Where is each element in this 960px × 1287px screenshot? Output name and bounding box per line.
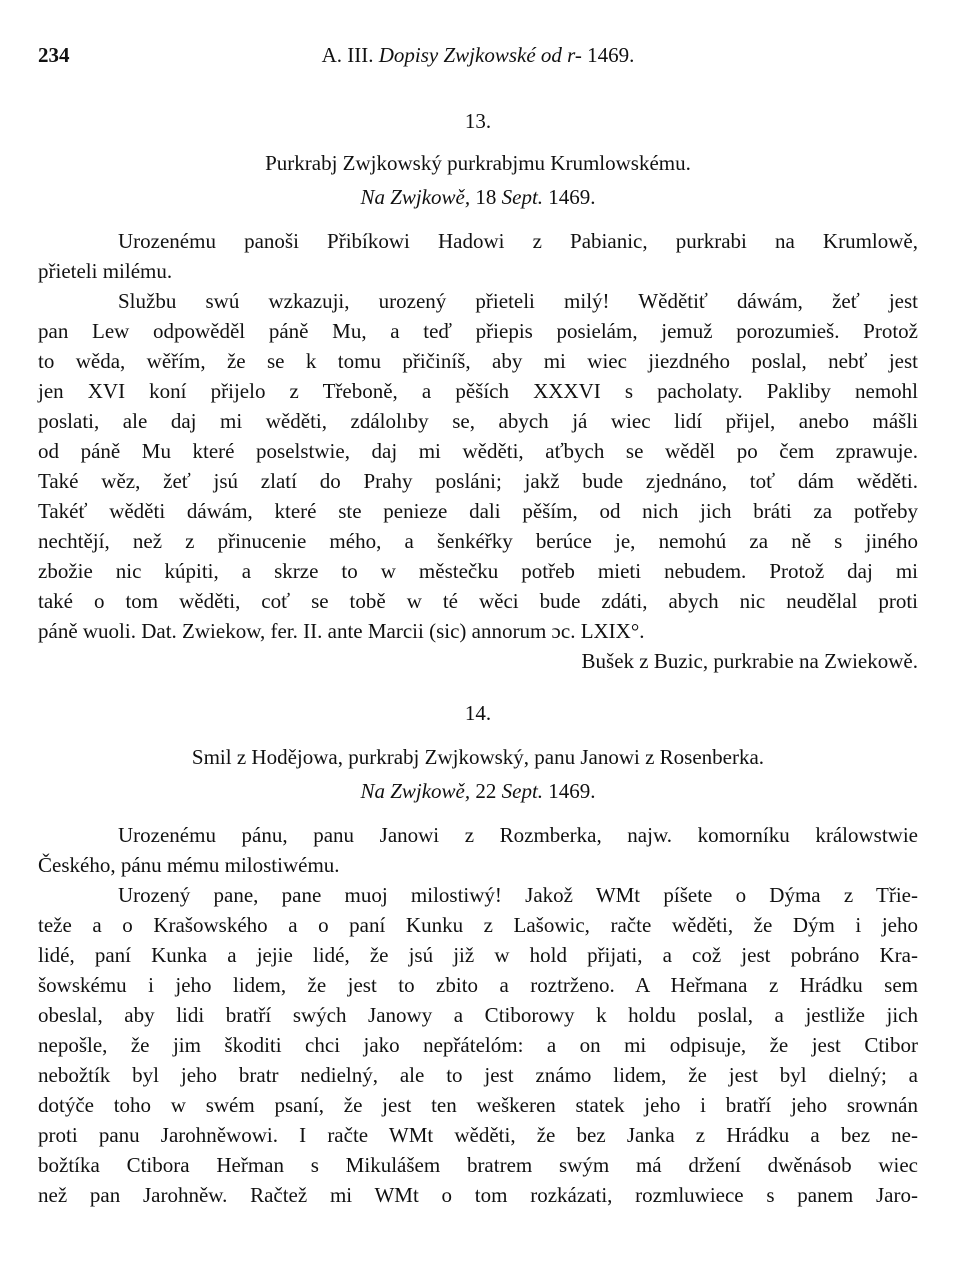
running-title-year: 1469.	[587, 43, 635, 67]
running-title	[38, 40, 918, 70]
letter-14-address	[38, 820, 918, 880]
body-line: zbožie nic kúpiti, a skrze to w městečku potřeb mieti nebudem. Protož daj mi	[38, 559, 918, 583]
dateline-day: 22	[475, 779, 497, 803]
body-line: obeslal, aby lidi bratří swých Janowy a Ctiborowy k holdu poslal, a jestliže jich	[38, 1003, 918, 1027]
body-line: od páně Mu které poselstwie, daj mi wěděti, aťbych se wěděl po čem zprawuje.	[38, 439, 918, 463]
dateline-month: Sept.	[501, 779, 544, 803]
body-line: také o tom wěděti, coť se tobě w té wěci bude zdáti, abych nic neudělal proti	[38, 589, 918, 613]
dateline-place: Na Zwjkowě,	[360, 185, 471, 209]
body-line: to wěda, wěřím, že se k tomu přičiníš, aby mi wiec jiezdného poslal, nebť jest	[38, 349, 918, 373]
address-line: Českého, pánu mému milostiwému.	[38, 853, 340, 877]
body-line: dotýče toho w swém psaní, že jest ten weškeren statek jeho i bratří jeho srownán	[38, 1093, 918, 1117]
body-line: jen XVI koní přijelo z Třeboně, a pěších XXXVI s pacholaty. Pakliby nemohl	[38, 379, 918, 403]
running-title-prefix: A. III.	[321, 43, 374, 67]
body-line: Urozený pane, pane muoj milostiwý! Jakož WMt píšete o Dýma z Třie-	[118, 883, 918, 907]
body-line: nebožtík byl jeho bratr nedielný, ale to jest známo lidem, že jest byl dielný; a	[38, 1063, 918, 1087]
address-line: Urozenému pánu, panu Janowi z Rozmberka, najw. komorníku králowstwie	[118, 823, 918, 847]
dateline-month: Sept.	[501, 185, 544, 209]
address-line: Urozenému panoši Přibíkowi Hadowi z Pabianic, purkrabi na Krumlowě,	[118, 229, 918, 253]
dateline-day: 18	[475, 185, 497, 209]
body-line: nepošle, že jim škoditi chci jako nepřátelóm: a on mi odpisuje, že jest Ctibor	[38, 1033, 918, 1057]
letter-14-dateline	[38, 776, 918, 806]
body-line: Také wěz, žeť jsú zlatí do Prahy posláni; jakž bude zjednáno, toť dám wěděti.	[38, 469, 918, 493]
body-line: proti panu Jarohněwowi. I račte WMt wěděti, že bez Janka z Hrádku a bez ne-	[38, 1123, 918, 1147]
body-line: poslati, ale daj mi wěděti, zdálolıby se, abych já wiec lidí přijel, anebo mášli	[38, 409, 918, 433]
letter-14-title: Smil z Hodějowa, purkrabj Zwjkowský, panu Janowi z Rosenberka.	[191, 745, 765, 769]
body-line: nechtějí, než z přinucenie mého, a šenkéřky berúce je, nemohú za ně s jiného	[38, 529, 918, 553]
letter-13-signature: Bušek z Buzic, purkrabie na Zwiekowě.	[581, 649, 918, 673]
body-line: teže a o Krašowského a o paní Kunku z Lašowic, račte wěděti, že Dým i jeho	[38, 913, 918, 937]
letter-14-body	[38, 880, 918, 1210]
page-number: 234	[38, 43, 70, 67]
body-line: Takéť wěděti dáwám, které ste penieze dali pěším, od nich jich bráti za potřeby	[38, 499, 918, 523]
body-line: než pan Jarohněw. Račtež mi WMt o tom rozkázati, rozmluwiece s panem Jaro-	[38, 1183, 918, 1207]
letter-13-number: 13.	[464, 109, 492, 133]
address-line: přieteli milému.	[38, 259, 173, 283]
body-line: lidé, paní Kunka a jejie lidé, že jsú již w hold přijati, a což jest pobráno Kra-	[38, 943, 918, 967]
body-line: božtíka Ctibora Heřman s Mikulášem bratrem swým má držení dwěnásob wiec	[38, 1153, 918, 1177]
running-header	[38, 40, 918, 70]
letter-13-dateline	[38, 182, 918, 212]
letter-13-body	[38, 286, 918, 646]
dateline-year: 1469.	[548, 779, 596, 803]
body-line: pan Lew odpowěděl páně Mu, a teď přiepis posielám, jemuž porozumieš. Protož	[38, 319, 918, 343]
body-line: páně wuoli. Dat. Zwiekow, fer. II. ante Marcii (sic) annorum ɔc. LXIX°.	[38, 619, 645, 643]
body-line: Službu swú wzkazuji, urozený přieteli milý! Wědětiť dáwám, žeť jest	[118, 289, 918, 313]
running-title-italic: Dopisy Zwjkowské od r-	[378, 43, 582, 67]
dateline-year: 1469.	[548, 185, 596, 209]
letter-13-title: Purkrabj Zwjkowský purkrabjmu Krumlowskému.	[265, 151, 691, 175]
body-line: šowskému i jeho lidem, že jest to zbito a roztrženo. A Heřmana z Hrádku sem	[38, 973, 918, 997]
dateline-place: Na Zwjkowě,	[360, 779, 471, 803]
letter-14-number: 14.	[464, 701, 492, 725]
letter-13-address	[38, 226, 918, 286]
